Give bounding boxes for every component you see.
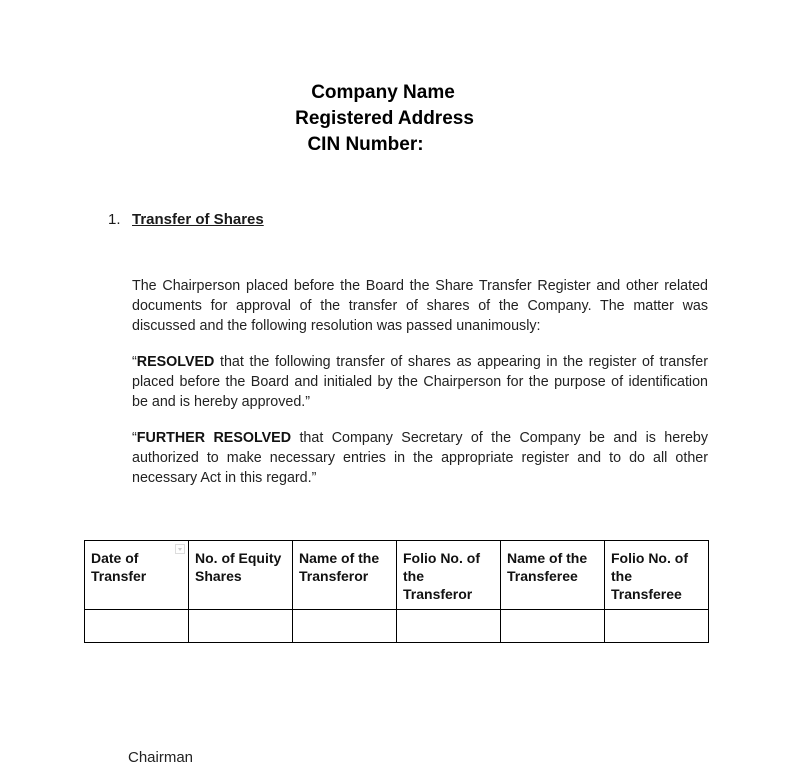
resolved-keyword: RESOLVED [136, 354, 215, 370]
dropdown-icon[interactable] [175, 544, 185, 554]
cin-number: CIN Number: [307, 134, 424, 155]
table-row [85, 610, 709, 643]
table-cell[interactable] [85, 610, 189, 643]
table-cell[interactable] [293, 610, 397, 643]
header-label: Date of Transfer [91, 550, 147, 584]
header-label: Name of the Transferor [299, 550, 380, 584]
further-resolved-text: that Company Secretary of the Company be and is hereby authorized to make necessary entries in the appropriate register and to do all other necessary Act in this regard.” [132, 430, 709, 486]
company-name: Company Name [311, 82, 455, 103]
further-open-quote: “ [132, 430, 137, 446]
header-folio-no-transferor[interactable] [397, 541, 501, 610]
section-heading [108, 210, 264, 230]
table-cell[interactable] [501, 610, 605, 643]
header-label: Name of the Transferee [507, 550, 588, 584]
chairman-signature-label: Chairman [128, 749, 194, 766]
share-transfer-table [84, 540, 709, 643]
header-label: No. of Equity Shares [195, 550, 282, 584]
resolved-paragraph [132, 352, 708, 412]
further-resolved-paragraph [132, 428, 708, 488]
document-header [0, 80, 791, 158]
section-title: Transfer of Shares [132, 211, 264, 228]
resolved-open-quote: “ [132, 354, 137, 370]
header-folio-no-transferee[interactable] [605, 541, 709, 610]
resolved-text: that the following transfer of shares as appearing in the register of transfer placed before the Board and initialed by the Chairperson for the purpose of identification be and is hereby approved.” [132, 354, 708, 410]
header-name-of-transferor[interactable] [293, 541, 397, 610]
table-cell[interactable] [605, 610, 709, 643]
table-cell[interactable] [397, 610, 501, 643]
section-number: 1. [108, 211, 121, 228]
table-cell[interactable] [189, 610, 293, 643]
header-date-of-transfer[interactable] [85, 541, 189, 610]
header-name-of-transferee[interactable] [501, 541, 605, 610]
intro-paragraph: The Chairperson placed before the Board the Share Transfer Register and other related documents for approval of the transfer of shares of the Company. The matter was discussed and the following resolution was passed unanimously: [132, 278, 708, 334]
header-label: Folio No. of the Transferee [611, 550, 688, 602]
registered-address: Registered Address [295, 108, 474, 129]
header-label: Folio No. of the Transferor [403, 550, 480, 602]
header-no-of-equity-shares[interactable] [189, 541, 293, 610]
table-header-row [85, 541, 709, 610]
further-resolved-keyword: FURTHER RESOLVED [136, 430, 292, 446]
